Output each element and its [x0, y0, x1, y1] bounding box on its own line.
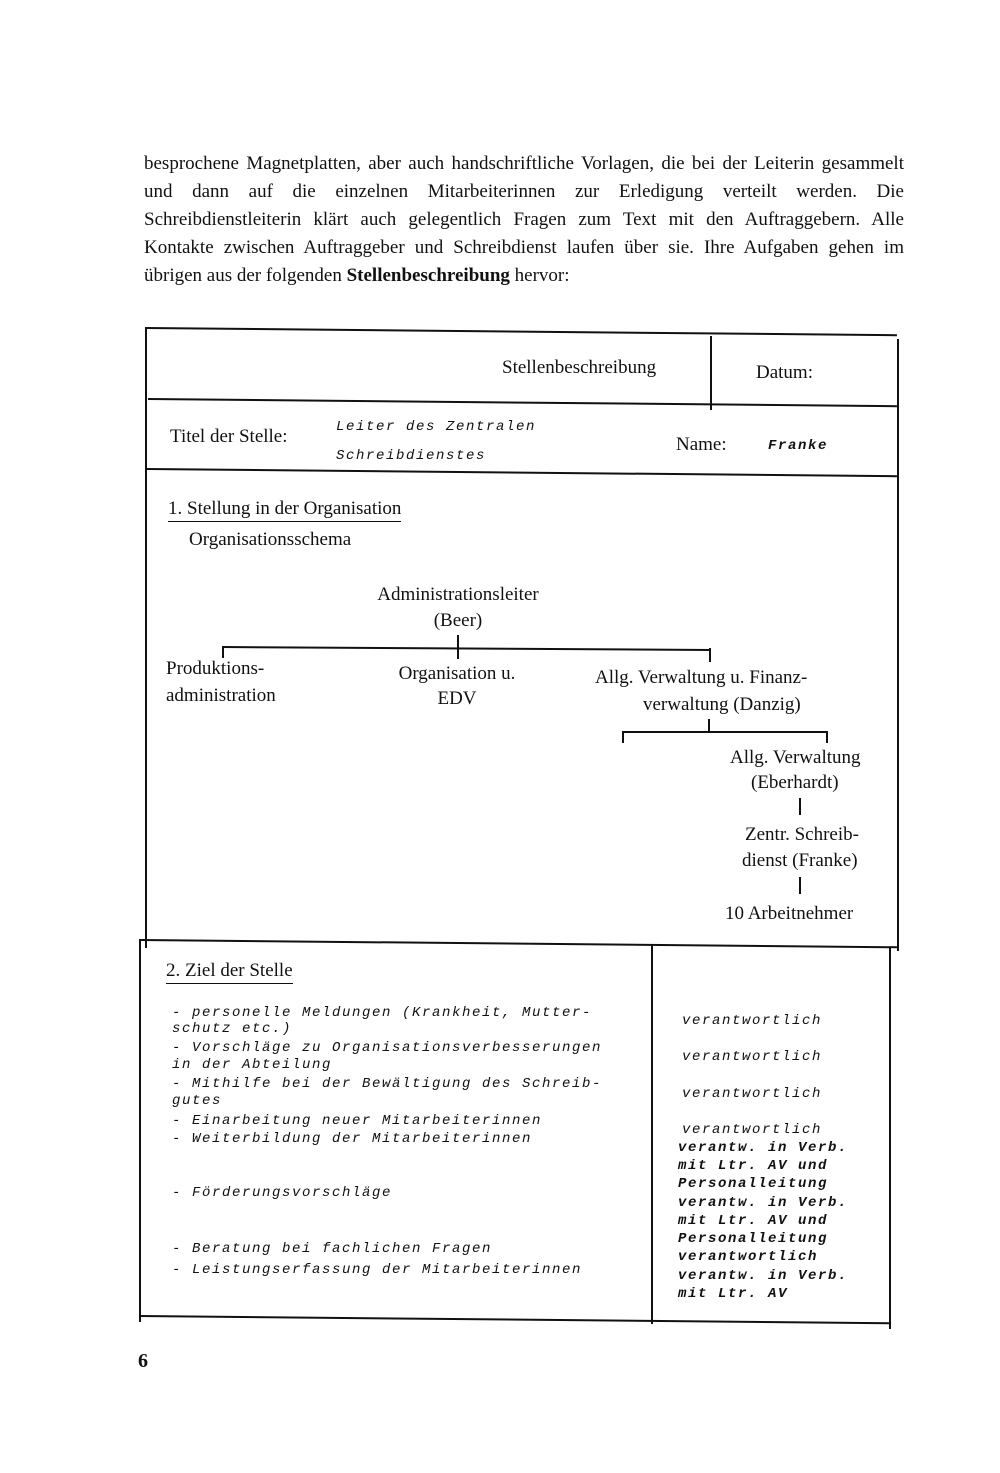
date-divider	[710, 336, 712, 410]
task-line: - Leistungserfassung der Mitarbeiterinnen	[172, 1262, 583, 1278]
org-org-line1: Organisation u.	[398, 663, 516, 684]
org-connector-prod	[222, 646, 224, 658]
responsibility-line: verantwortlich	[682, 1013, 823, 1029]
org-workers: 10 Arbeitnehmer	[725, 903, 854, 924]
task-line: - Vorschläge zu Organisationsverbesserungen	[172, 1040, 603, 1056]
org-connector-zs	[799, 798, 801, 815]
org-top-title: Administrationsleiter	[377, 584, 539, 605]
responsibility-line: verantwortlich	[678, 1249, 819, 1265]
org-connector-fin	[709, 648, 711, 662]
responsibility-line: mit Ltr. AV	[678, 1286, 789, 1302]
form-left-border	[145, 327, 147, 948]
form-title: Stellenbeschreibung	[502, 357, 657, 378]
responsibility-line: verantwortlich	[682, 1086, 823, 1102]
responsibility-line: verantwortlich	[682, 1049, 823, 1065]
intro-text-before: besprochene Magnetplatten, aber auch handschriftliche Vorlagen, die bei der Leiterin gesammelt und dann auf die einzelnen Mitarbeiterinnen zur Erledigung verteilt werden. Die Schreibdienstleiterin klärt auch gelegentlich Fragen zum Text mit den Auftraggebern. Alle Kontakte zwischen Auftraggeber und Schreibdienst laufen über sie. Ihre Aufgaben gehen im übrigen aus der folgenden	[144, 153, 904, 286]
intro-bold-term: Stellenbeschreibung	[346, 265, 510, 286]
task-line: - Mithilfe bei der Bewältigung des Schreib-	[172, 1076, 603, 1092]
form-section-rule	[141, 939, 897, 948]
org-connector-workers	[799, 877, 801, 894]
form-bottom-border	[139, 1315, 890, 1324]
form-header-rule	[148, 398, 897, 407]
org-connector-fin-branch	[622, 731, 828, 733]
form-top-border	[145, 327, 897, 336]
task-line: - Weiterbildung der Mitarbeiterinnen	[172, 1131, 533, 1147]
org-fin-line2: verwaltung (Danzig)	[643, 694, 801, 715]
responsibility-line: verantw. in Verb.	[678, 1195, 849, 1211]
task-line: - Förderungsvorschläge	[172, 1185, 393, 1201]
org-top-name: (Beer)	[433, 610, 483, 631]
responsibility-line: verantw. in Verb.	[678, 1268, 849, 1284]
section1-heading-text: 1. Stellung in der Organisation	[168, 498, 401, 522]
org-org-line2: EDV	[437, 688, 477, 709]
date-label: Datum:	[756, 362, 813, 383]
task-line: in der Abteilung	[172, 1057, 333, 1073]
task-line: gutes	[172, 1093, 223, 1109]
position-title-line2: Schreibdienstes	[336, 448, 487, 464]
section2-heading-text: 2. Ziel der Stelle	[166, 960, 293, 984]
org-allg-line2: (Eberhardt)	[751, 772, 839, 793]
task-line: - Einarbeitung neuer Mitarbeiterinnen	[172, 1113, 543, 1129]
responsibility-line: Personalleitung	[678, 1231, 829, 1247]
section2-heading	[166, 960, 293, 982]
responsibility-line: Personalleitung	[678, 1176, 829, 1192]
form-title-rule	[147, 468, 897, 477]
name-value: Franke	[768, 438, 829, 454]
task-line: - personelle Meldungen (Krankheit, Mutter-	[172, 1005, 593, 1021]
position-title-label: Titel der Stelle:	[170, 426, 288, 447]
org-prod-line2: administration	[166, 685, 276, 706]
task-line: schutz etc.)	[172, 1021, 293, 1037]
responsibility-column-divider	[651, 944, 653, 1324]
responsibility-line: verantwortlich	[682, 1122, 823, 1138]
org-zs-line1: Zentr. Schreib-	[745, 824, 859, 845]
org-zs-line2: dienst (Franke)	[742, 850, 858, 871]
form-right-border-lower	[889, 948, 891, 1329]
position-title-line1: Leiter des Zentralen	[336, 419, 537, 435]
org-allg-line1: Allg. Verwaltung	[730, 747, 861, 768]
section1-subheading: Organisationsschema	[189, 529, 352, 550]
responsibility-line: mit Ltr. AV und	[678, 1158, 829, 1174]
task-line: - Beratung bei fachlichen Fragen	[172, 1241, 493, 1257]
page-number: 6	[138, 1350, 148, 1372]
responsibility-line: mit Ltr. AV und	[678, 1213, 829, 1229]
form-right-border	[897, 339, 899, 951]
name-label: Name:	[676, 434, 727, 455]
org-connector-allg	[826, 731, 828, 743]
responsibility-line: verantw. in Verb.	[678, 1140, 849, 1156]
org-fin-line1: Allg. Verwaltung u. Finanz-	[595, 667, 808, 688]
org-connector-left-stub	[622, 731, 624, 743]
intro-text-after: hervor:	[509, 265, 570, 286]
form-left-border-lower	[139, 939, 141, 1322]
org-prod-line1: Produktions-	[166, 658, 265, 679]
section1-heading	[168, 498, 401, 520]
